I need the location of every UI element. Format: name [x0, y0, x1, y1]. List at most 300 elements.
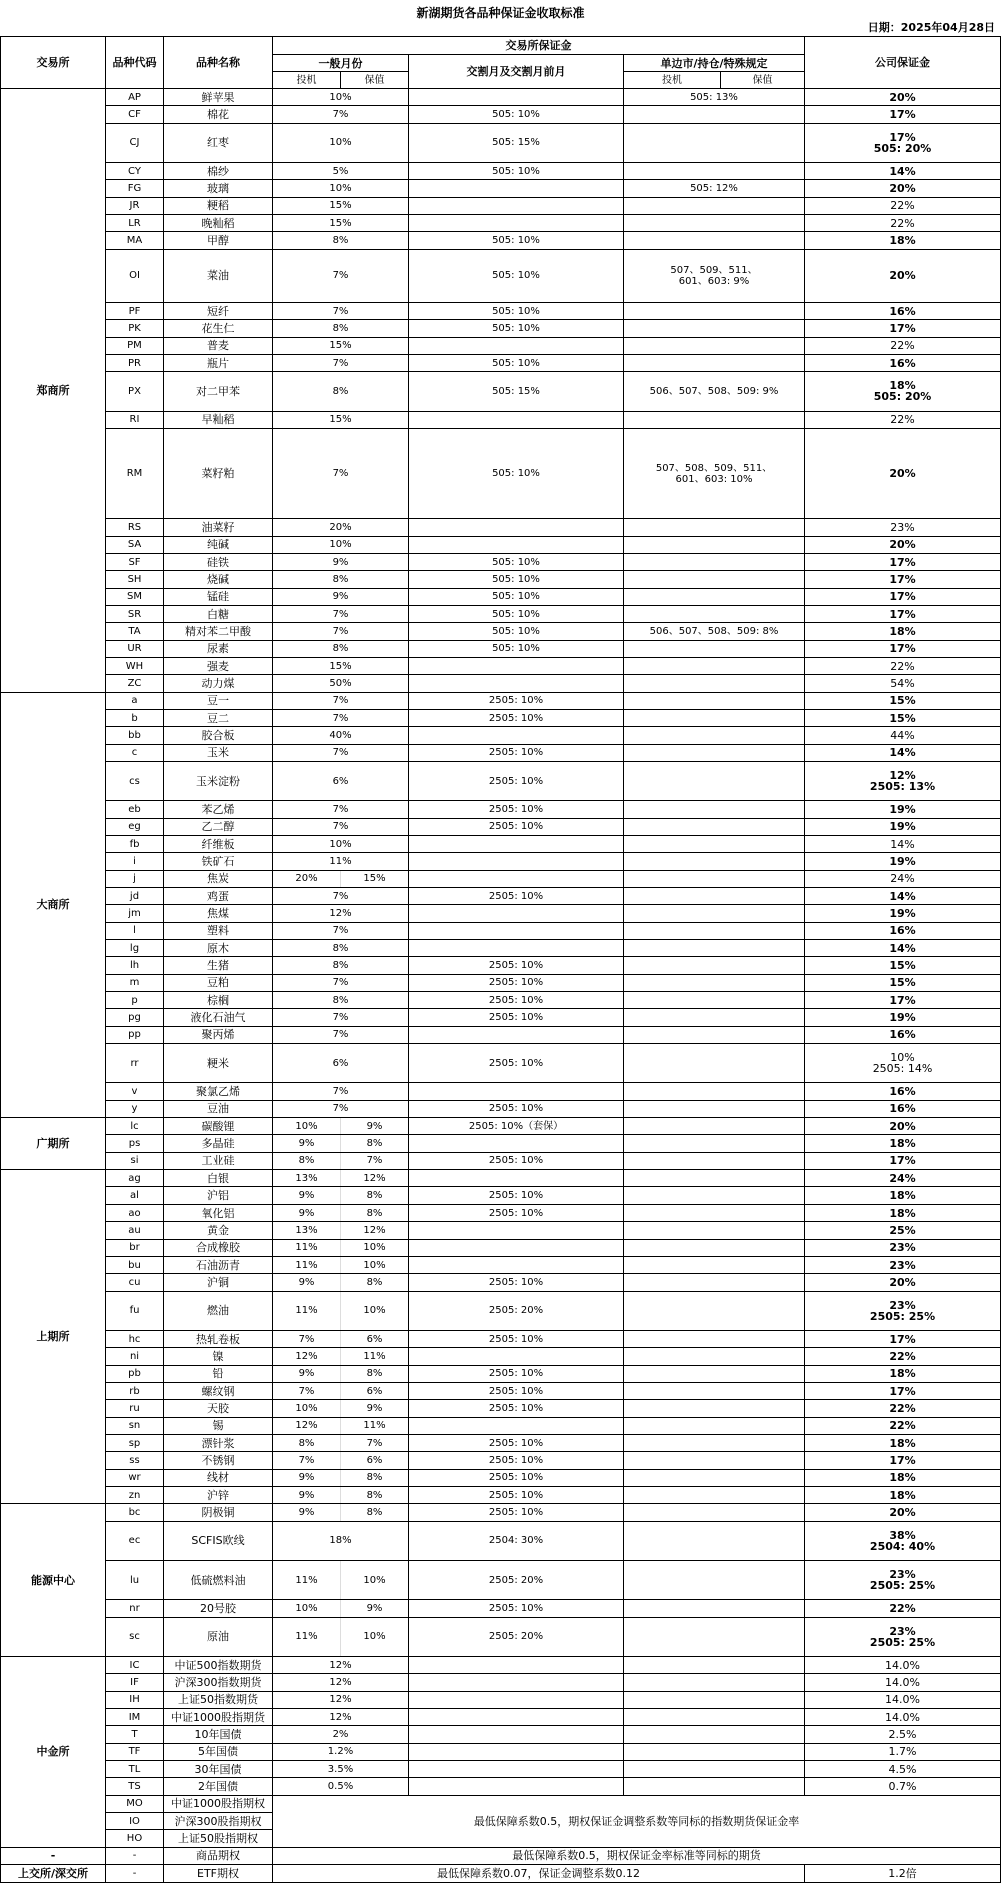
product-name: 烧碱 [164, 571, 273, 588]
special-rule-margin [624, 411, 805, 428]
product-name: 红枣 [164, 123, 273, 162]
company-margin: 23% [805, 1239, 1001, 1256]
table-row [1, 1726, 1001, 1743]
company-margin: 20% [805, 1274, 1001, 1291]
header-general-month: 一般月份 [273, 55, 409, 72]
delivery-month-margin [409, 1239, 624, 1256]
table-row [1, 1708, 1001, 1725]
product-name: 玻璃 [164, 180, 273, 197]
general-margin: 8% [273, 957, 409, 974]
delivery-month-margin: 2505: 20% [409, 1291, 624, 1330]
product-name: 棕榈 [164, 992, 273, 1009]
table-row [1, 1291, 1001, 1330]
table-row [1, 1452, 1001, 1469]
company-margin: 14% [805, 163, 1001, 180]
product-code: IH [106, 1691, 164, 1708]
exchange-name: 郑商所 [1, 89, 106, 693]
table-row [1, 1365, 1001, 1382]
product-name: 上证50指数期货 [164, 1691, 273, 1708]
product-name: 油菜籽 [164, 519, 273, 536]
general-margin: 7% [273, 1026, 409, 1043]
product-code: TL [106, 1760, 164, 1777]
product-code: br [106, 1239, 164, 1256]
product-code: si [106, 1152, 164, 1169]
delivery-month-margin [409, 1778, 624, 1795]
special-rule-margin [624, 1400, 805, 1417]
product-code: lu [106, 1560, 164, 1599]
delivery-month-margin [409, 1656, 624, 1673]
general-spec-margin: 9% [273, 1187, 341, 1204]
delivery-month-margin [409, 536, 624, 553]
general-hedge-margin: 10% [341, 1256, 409, 1273]
delivery-month-margin: 2505: 10% [409, 974, 624, 991]
general-spec-margin: 11% [273, 1239, 341, 1256]
table-row [1, 818, 1001, 835]
product-name: 菜籽粕 [164, 428, 273, 518]
table-row [1, 1560, 1001, 1599]
special-rule-margin [624, 1469, 805, 1486]
product-code: jd [106, 888, 164, 905]
delivery-month-margin: 2505: 10% [409, 992, 624, 1009]
table-row [1, 320, 1001, 337]
company-margin: 0.7% [805, 1778, 1001, 1795]
special-rule-margin [624, 1600, 805, 1617]
special-rule-margin [624, 1187, 805, 1204]
delivery-month-margin: 505: 10% [409, 571, 624, 588]
general-margin: 6% [273, 761, 409, 800]
special-rule-margin [624, 1118, 805, 1135]
delivery-month-margin: 2505: 10% [409, 1100, 624, 1117]
general-margin: 6% [273, 1044, 409, 1083]
product-code: lh [106, 957, 164, 974]
general-spec-margin: 12% [273, 1348, 341, 1365]
general-margin: 10% [273, 180, 409, 197]
special-rule-margin [624, 1170, 805, 1187]
company-margin: 15% [805, 692, 1001, 709]
delivery-month-margin: 505: 10% [409, 605, 624, 622]
table-row [1, 215, 1001, 232]
table-row [1, 870, 1001, 887]
general-margin: 5% [273, 163, 409, 180]
special-rule-margin [624, 1486, 805, 1503]
company-margin: 18% [805, 1135, 1001, 1152]
table-row [1, 197, 1001, 214]
table-row [1, 106, 1001, 123]
general-margin: 7% [273, 302, 409, 319]
general-margin: 8% [273, 992, 409, 1009]
company-margin: 22% [805, 1417, 1001, 1434]
general-margin: 8% [273, 320, 409, 337]
delivery-month-margin [409, 1222, 624, 1239]
product-code: zn [106, 1486, 164, 1503]
general-hedge-margin: 12% [341, 1222, 409, 1239]
product-code: p [106, 992, 164, 1009]
general-spec-margin: 10% [273, 1400, 341, 1417]
product-code: i [106, 853, 164, 870]
table-row [1, 727, 1001, 744]
table-row [1, 1083, 1001, 1100]
product-code: PX [106, 372, 164, 411]
special-rule-margin [624, 536, 805, 553]
company-margin: 19% [805, 1009, 1001, 1026]
general-margin: 7% [273, 354, 409, 371]
table-row [1, 1760, 1001, 1777]
product-code: pb [106, 1365, 164, 1382]
general-margin: 7% [273, 692, 409, 709]
company-margin: 14% [805, 888, 1001, 905]
general-margin: 15% [273, 337, 409, 354]
product-code: MO [106, 1795, 164, 1812]
product-name: 尿素 [164, 640, 273, 657]
product-name: 鸡蛋 [164, 888, 273, 905]
company-margin: 20% [805, 180, 1001, 197]
general-spec-margin: 20% [273, 870, 341, 887]
special-rule-margin [624, 727, 805, 744]
company-margin: 15% [805, 709, 1001, 726]
company-margin: 18% [805, 1434, 1001, 1451]
product-code: pg [106, 1009, 164, 1026]
product-name: 燃油 [164, 1291, 273, 1330]
delivery-month-margin: 2505: 10% [409, 1504, 624, 1521]
special-rule-margin [624, 870, 805, 887]
product-name: 低硫燃料油 [164, 1560, 273, 1599]
product-name: 聚丙烯 [164, 1026, 273, 1043]
exchange-name: 能源中心 [1, 1504, 106, 1657]
product-name: 热轧卷板 [164, 1330, 273, 1347]
product-name: 10年国债 [164, 1726, 273, 1743]
special-rule-margin [624, 553, 805, 570]
general-margin: 1.2% [273, 1743, 409, 1760]
table-row [1, 1691, 1001, 1708]
table-row [1, 89, 1001, 106]
exchange-name: 上交所/深交所 [1, 1865, 106, 1883]
table-row [1, 1204, 1001, 1221]
special-rule-margin [624, 302, 805, 319]
delivery-month-margin: 2505: 10% [409, 1330, 624, 1347]
company-margin: 2.5% [805, 1726, 1001, 1743]
product-name: 鲜苹果 [164, 89, 273, 106]
general-spec-margin: 9% [273, 1504, 341, 1521]
product-name: 锡 [164, 1417, 273, 1434]
table-row [1, 1778, 1001, 1795]
delivery-month-margin [409, 940, 624, 957]
product-name: 胶合板 [164, 727, 273, 744]
company-margin: 15% [805, 957, 1001, 974]
company-margin: 22% [805, 1348, 1001, 1365]
company-margin: 20% [805, 428, 1001, 518]
table-row [1, 536, 1001, 553]
table-row [1, 1009, 1001, 1026]
general-hedge-margin: 6% [341, 1382, 409, 1399]
table-row [1, 123, 1001, 162]
product-code: TF [106, 1743, 164, 1760]
delivery-month-margin: 2505: 10% [409, 1152, 624, 1169]
special-rule-margin [624, 957, 805, 974]
report-date: 日期：2025年04月28日 [867, 21, 995, 34]
company-margin: 16% [805, 354, 1001, 371]
product-name: 苯乙烯 [164, 801, 273, 818]
special-rule-margin [624, 818, 805, 835]
table-row [1, 1674, 1001, 1691]
table-row [1, 1469, 1001, 1486]
company-margin: 23% [805, 1256, 1001, 1273]
company-margin: 17% [805, 553, 1001, 570]
table-row [1, 1865, 1001, 1883]
delivery-month-margin: 505: 10% [409, 302, 624, 319]
product-name: 棉花 [164, 106, 273, 123]
table-row [1, 801, 1001, 818]
product-name: 2年国债 [164, 1778, 273, 1795]
delivery-month-margin: 2505: 10% [409, 888, 624, 905]
delivery-month-margin [409, 727, 624, 744]
table-row [1, 1656, 1001, 1673]
general-hedge-margin: 10% [341, 1560, 409, 1599]
delivery-month-margin: 2505: 10% [409, 1469, 624, 1486]
company-margin: 23% [805, 519, 1001, 536]
product-name: 花生仁 [164, 320, 273, 337]
product-code: cs [106, 761, 164, 800]
header-special-hedge: 保值 [721, 72, 805, 89]
special-rule-margin [624, 1417, 805, 1434]
product-name: 合成橡胶 [164, 1239, 273, 1256]
options-margin-note: 最低保障系数0.5，期权保证金调整系数等同标的指数期货保证金率 [273, 1795, 1001, 1847]
product-name: 塑料 [164, 922, 273, 939]
general-spec-margin: 7% [273, 1330, 341, 1347]
delivery-month-margin: 2505: 10% [409, 1382, 624, 1399]
product-code: AP [106, 89, 164, 106]
product-name: 工业硅 [164, 1152, 273, 1169]
company-margin: 23% 2505: 25% [805, 1291, 1001, 1330]
header-exchange: 交易所 [1, 37, 106, 89]
product-name: 精对苯二甲酸 [164, 623, 273, 640]
product-code: sp [106, 1434, 164, 1451]
special-rule-margin [624, 1691, 805, 1708]
general-margin: 7% [273, 428, 409, 518]
general-margin: 12% [273, 1656, 409, 1673]
general-margin: 7% [273, 1009, 409, 1026]
company-margin: 14% [805, 940, 1001, 957]
product-name: 沪铝 [164, 1187, 273, 1204]
product-name: 焦炭 [164, 870, 273, 887]
delivery-month-margin: 2505: 20% [409, 1560, 624, 1599]
product-name: 强麦 [164, 657, 273, 674]
table-row [1, 1617, 1001, 1656]
delivery-month-margin [409, 1256, 624, 1273]
product-name: 晚籼稻 [164, 215, 273, 232]
product-code: rr [106, 1044, 164, 1083]
company-margin: 19% [805, 853, 1001, 870]
product-code: l [106, 922, 164, 939]
table-row [1, 1434, 1001, 1451]
product-name: 30年国债 [164, 1760, 273, 1777]
product-name: 锰硅 [164, 588, 273, 605]
delivery-month-margin [409, 905, 624, 922]
product-code: c [106, 744, 164, 761]
delivery-month-margin [409, 180, 624, 197]
delivery-month-margin: 505: 10% [409, 588, 624, 605]
company-margin: 19% [805, 801, 1001, 818]
special-rule-margin [624, 1256, 805, 1273]
table-row [1, 1152, 1001, 1169]
page-title: 新湖期货各品种保证金收取标准 [416, 6, 585, 20]
table-row [1, 974, 1001, 991]
product-code: RM [106, 428, 164, 518]
table-row [1, 180, 1001, 197]
general-hedge-margin: 8% [341, 1135, 409, 1152]
product-name: 线材 [164, 1469, 273, 1486]
delivery-month-margin [409, 1674, 624, 1691]
company-margin: 25% [805, 1222, 1001, 1239]
company-margin: 10% 2505: 14% [805, 1044, 1001, 1083]
special-rule-margin [624, 1708, 805, 1725]
special-rule-margin [624, 337, 805, 354]
general-hedge-margin: 8% [341, 1274, 409, 1291]
general-hedge-margin: 6% [341, 1452, 409, 1469]
general-spec-margin: 8% [273, 1434, 341, 1451]
product-name: 中证500指数期货 [164, 1656, 273, 1673]
special-rule-margin [624, 974, 805, 991]
delivery-month-margin [409, 1726, 624, 1743]
company-margin: 17% [805, 1330, 1001, 1347]
general-margin: 7% [273, 249, 409, 302]
product-name: 玉米 [164, 744, 273, 761]
special-rule-margin [624, 1348, 805, 1365]
company-margin: 22% [805, 1600, 1001, 1617]
table-row [1, 519, 1001, 536]
general-hedge-margin: 8% [341, 1365, 409, 1382]
header-special-rule: 单边市/持仓/特殊规定 [624, 55, 805, 72]
product-name: 多晶硅 [164, 1135, 273, 1152]
product-name: 豆油 [164, 1100, 273, 1117]
delivery-month-margin [409, 1026, 624, 1043]
special-rule-margin [624, 1222, 805, 1239]
delivery-month-margin: 505: 10% [409, 320, 624, 337]
special-rule-margin [624, 657, 805, 674]
special-rule-margin [624, 354, 805, 371]
special-rule-margin [624, 1778, 805, 1795]
general-hedge-margin: 9% [341, 1118, 409, 1135]
product-code: ec [106, 1521, 164, 1560]
product-name: 液化石油气 [164, 1009, 273, 1026]
company-margin: 22% [805, 657, 1001, 674]
product-name: 黄金 [164, 1222, 273, 1239]
product-name: 普麦 [164, 337, 273, 354]
general-spec-margin: 9% [273, 1365, 341, 1382]
general-spec-margin: 10% [273, 1118, 341, 1135]
special-rule-margin [624, 1504, 805, 1521]
general-margin: 7% [273, 922, 409, 939]
delivery-month-margin: 2505: 10% [409, 1365, 624, 1382]
table-row [1, 1222, 1001, 1239]
company-margin: 14% [805, 744, 1001, 761]
special-rule-margin [624, 1083, 805, 1100]
product-name: 沪铜 [164, 1274, 273, 1291]
general-margin: 15% [273, 657, 409, 674]
product-code: WH [106, 657, 164, 674]
special-rule-margin [624, 888, 805, 905]
delivery-month-margin [409, 1743, 624, 1760]
table-row [1, 744, 1001, 761]
delivery-month-margin: 2505: 10% [409, 1400, 624, 1417]
general-margin: 7% [273, 1100, 409, 1117]
table-row [1, 992, 1001, 1009]
header-company-margin: 公司保证金 [805, 37, 1001, 89]
special-rule-margin [624, 1434, 805, 1451]
product-code: a [106, 692, 164, 709]
product-name: 20号胶 [164, 1600, 273, 1617]
delivery-month-margin [409, 1691, 624, 1708]
general-hedge-margin: 8% [341, 1486, 409, 1503]
delivery-month-margin: 2505: 10% [409, 692, 624, 709]
company-margin: 14% [805, 835, 1001, 852]
product-code: IM [106, 1708, 164, 1725]
table-row [1, 922, 1001, 939]
product-code: au [106, 1222, 164, 1239]
header-delivery-month: 交割月及交割月前月 [409, 55, 624, 89]
product-name: 中证1000股指期权 [164, 1795, 273, 1812]
company-margin: 17% [805, 320, 1001, 337]
special-rule-margin [624, 232, 805, 249]
product-code: m [106, 974, 164, 991]
company-margin: 17% [805, 571, 1001, 588]
general-spec-margin: 10% [273, 1600, 341, 1617]
general-margin: 10% [273, 536, 409, 553]
general-margin: 10% [273, 89, 409, 106]
special-rule-margin [624, 675, 805, 692]
general-margin: 10% [273, 123, 409, 162]
delivery-month-margin [409, 337, 624, 354]
product-name: ETF期权 [164, 1865, 273, 1883]
header-exchange-margin: 交易所保证金 [273, 37, 805, 55]
general-margin: 15% [273, 411, 409, 428]
product-code: TS [106, 1778, 164, 1795]
general-margin: 50% [273, 675, 409, 692]
table-row [1, 372, 1001, 411]
company-margin: 4.5% [805, 1760, 1001, 1777]
delivery-month-margin: 2505: 10% [409, 1486, 624, 1503]
table-row [1, 337, 1001, 354]
product-code: eg [106, 818, 164, 835]
product-name: 早籼稻 [164, 411, 273, 428]
general-margin: 3.5% [273, 1760, 409, 1777]
product-name: 聚氯乙烯 [164, 1083, 273, 1100]
general-spec-margin: 11% [273, 1617, 341, 1656]
product-name: 白银 [164, 1170, 273, 1187]
product-name: 豆粕 [164, 974, 273, 991]
general-spec-margin: 13% [273, 1222, 341, 1239]
special-rule-margin [624, 1291, 805, 1330]
table-row [1, 553, 1001, 570]
general-margin: 12% [273, 1674, 409, 1691]
general-margin: 7% [273, 623, 409, 640]
general-margin: 15% [273, 215, 409, 232]
table-row [1, 940, 1001, 957]
general-margin: 8% [273, 940, 409, 957]
delivery-month-margin [409, 1083, 624, 1100]
product-name: 原油 [164, 1617, 273, 1656]
margin-table [0, 36, 1001, 1883]
special-rule-margin [624, 1521, 805, 1560]
special-rule-margin [624, 197, 805, 214]
product-code: bb [106, 727, 164, 744]
special-rule-margin [624, 1452, 805, 1469]
special-rule-margin: 505: 12% [624, 180, 805, 197]
special-rule-margin: 507、508、509、511、 601、603: 10% [624, 428, 805, 518]
general-margin: 8% [273, 232, 409, 249]
product-name: 沪锌 [164, 1486, 273, 1503]
product-code: rb [106, 1382, 164, 1399]
general-hedge-margin: 11% [341, 1348, 409, 1365]
